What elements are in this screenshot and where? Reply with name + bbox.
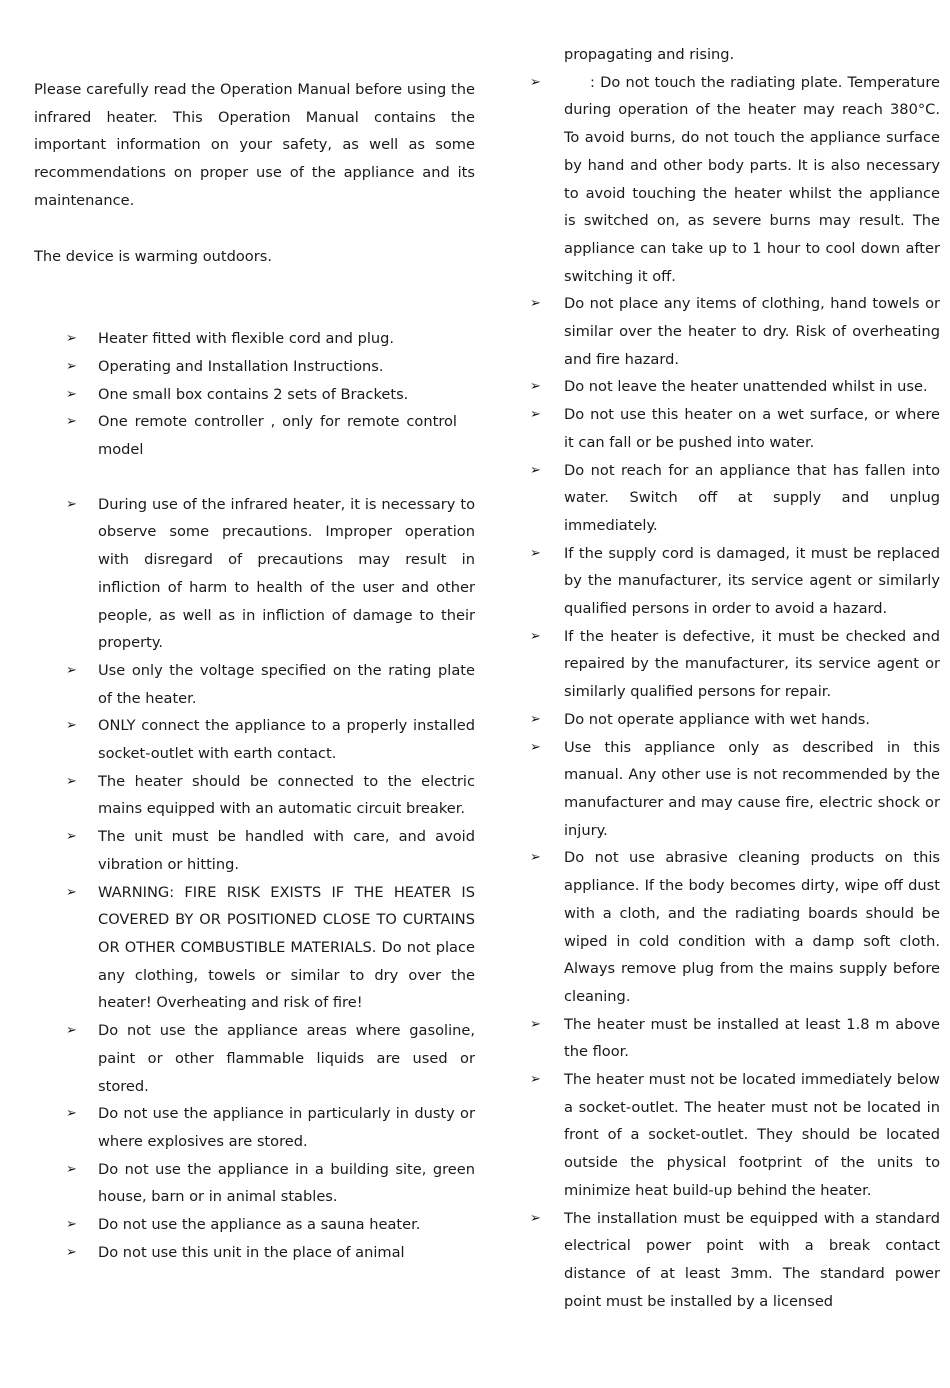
list-item: ➢ During use of the infrared heater, it is necessary to observe some precautions. Improper operation with disregard of precautions may result in infliction of harm to health of the user and other people, as well as in infliction of damage to their property. xyxy=(34,491,475,657)
arrow-bullet-icon: ➢ xyxy=(66,496,77,512)
intro-paragraph: Please carefully read the Operation Manual before using the infrared heater. This Operation Manual contains the important information on your safety, as well as some recommendations on proper use of the appliance and its maintenance. xyxy=(34,81,475,209)
list-item: ➢ The heater must not be located immediately below a socket-outlet. The heater must not be located in front of a socket-outlet. They should be located outside the physical footprint of the units to minimize heat build-up behind the heater. xyxy=(530,1066,940,1205)
list-item: ➢ Do not use the appliance areas where gasoline, paint or other flammable liquids are used or stored. xyxy=(34,1017,475,1100)
list-item: ➢ : Do not touch the radiating plate. Temperature during operation of the heater may reach 380°C. To avoid burns, do not touch the appliance surface by hand and other body parts. It is also necessary to avoid touching the heater whilst the appliance is switched on, as severe burns may result. The appliance can take up to 1 hour to cool down after switching it off. xyxy=(530,69,940,291)
list-item: ➢ Do not place any items of clothing, hand towels or similar over the heater to dry. Risk of overheating and fire hazard. xyxy=(530,290,940,373)
list-item: ➢ Do not use the appliance as a sauna heater. xyxy=(34,1211,475,1239)
arrow-bullet-icon: ➢ xyxy=(66,358,77,374)
safety-list-left xyxy=(34,491,475,1267)
list-item: ➢ The heater must be installed at least 1.8 m above the floor. xyxy=(530,1011,940,1066)
list-item: ➢ If the supply cord is damaged, it must be replaced by the manufacturer, its service agent or similarly qualified persons in order to avoid a hazard. xyxy=(530,540,940,623)
arrow-bullet-icon: ➢ xyxy=(66,386,77,402)
list-item: ➢ Do not use this heater on a wet surface, or where it can fall or be pushed into water. xyxy=(530,401,940,456)
arrow-bullet-icon: ➢ xyxy=(530,628,541,644)
arrow-bullet-icon: ➢ xyxy=(530,711,541,727)
arrow-bullet-icon: ➢ xyxy=(66,829,77,845)
list-item: ➢ Heater fitted with flexible cord and plug. xyxy=(34,325,475,353)
list-item: ➢ WARNING: FIRE RISK EXISTS IF THE HEATER IS COVERED BY OR POSITIONED CLOSE TO CURTAINS OR OTHER COMBUSTIBLE MATERIALS. Do not place any clothing, towels or similar to dry over the heater! Overheating and risk of fire! xyxy=(34,879,475,1018)
arrow-bullet-icon: ➢ xyxy=(66,1106,77,1122)
arrow-bullet-icon: ➢ xyxy=(66,884,77,900)
list-item: ➢ Do not use the appliance in particularly in dusty or where explosives are stored. xyxy=(34,1100,475,1155)
arrow-bullet-icon: ➢ xyxy=(66,1217,77,1233)
right-column xyxy=(530,0,945,1315)
arrow-bullet-icon: ➢ xyxy=(66,331,77,347)
arrow-bullet-icon: ➢ xyxy=(66,1023,77,1039)
arrow-bullet-icon: ➢ xyxy=(66,1161,77,1177)
list-item: ➢ Do not leave the heater unattended whilst in use. xyxy=(530,373,940,401)
arrow-bullet-icon: ➢ xyxy=(530,1210,541,1226)
arrow-bullet-icon: ➢ xyxy=(66,414,77,430)
list-item: ➢ Do not use this unit in the place of animal xyxy=(34,1239,475,1267)
list-item: ➢ If the heater is defective, it must be checked and repaired by the manufacturer, its service agent or similarly qualified persons for repair. xyxy=(530,623,940,706)
list-item: ➢ Operating and Installation Instructions. xyxy=(34,353,475,381)
list-item: ➢ One small box contains 2 sets of Brackets. xyxy=(34,381,475,409)
continuation-text: propagating and rising. xyxy=(564,46,735,63)
arrow-bullet-icon: ➢ xyxy=(530,462,541,478)
arrow-bullet-icon: ➢ xyxy=(66,1244,77,1260)
arrow-bullet-icon: ➢ xyxy=(530,850,541,866)
left-column xyxy=(34,0,475,1266)
arrow-bullet-icon: ➢ xyxy=(66,773,77,789)
arrow-bullet-icon: ➢ xyxy=(66,662,77,678)
list-item: ➢ Do not use abrasive cleaning products on this appliance. If the body becomes dirty, wipe off dust with a cloth, and the radiating boards should be wiped in cold condition with a damp soft cloth. Always remove plug from the mains supply before cleaning. xyxy=(530,844,940,1010)
arrow-bullet-icon: ➢ xyxy=(530,74,541,90)
list-item: ➢ The installation must be equipped with a standard electrical power point with a break contact distance of at least 3mm. The standard power point must be installed by a licensed xyxy=(530,1205,940,1316)
arrow-bullet-icon: ➢ xyxy=(530,739,541,755)
list-item: ➢ Do not use the appliance in a building site, green house, barn or in animal stables. xyxy=(34,1156,475,1211)
arrow-bullet-icon: ➢ xyxy=(530,545,541,561)
list-item: ➢ Do not operate appliance with wet hands. xyxy=(530,706,940,734)
safety-list-right xyxy=(530,69,945,1316)
list-item: ➢ The heater should be connected to the electric mains equipped with an automatic circuit breaker. xyxy=(34,768,475,823)
purpose-paragraph: The device is warming outdoors. xyxy=(34,247,272,265)
package-contents-list xyxy=(34,325,475,464)
arrow-bullet-icon: ➢ xyxy=(530,407,541,423)
list-item: ➢ Use this appliance only as described in this manual. Any other use is not recommended by the manufacturer and may cause fire, electric shock or injury. xyxy=(530,734,940,845)
list-item: ➢ ONLY connect the appliance to a properly installed socket-outlet with earth contact. xyxy=(34,712,475,767)
arrow-bullet-icon: ➢ xyxy=(530,296,541,312)
arrow-bullet-icon: ➢ xyxy=(530,1016,541,1032)
list-item: ➢ Use only the voltage specified on the rating plate of the heater. xyxy=(34,657,475,712)
arrow-bullet-icon: ➢ xyxy=(530,379,541,395)
arrow-bullet-icon: ➢ xyxy=(66,718,77,734)
list-item: ➢ Do not reach for an appliance that has fallen into water. Switch off at supply and unplug immediately. xyxy=(530,457,940,540)
arrow-bullet-icon: ➢ xyxy=(530,1072,541,1088)
list-item: ➢ One remote controller , only for remote control model xyxy=(34,408,475,463)
list-item: ➢ The unit must be handled with care, and avoid vibration or hitting. xyxy=(34,823,475,878)
